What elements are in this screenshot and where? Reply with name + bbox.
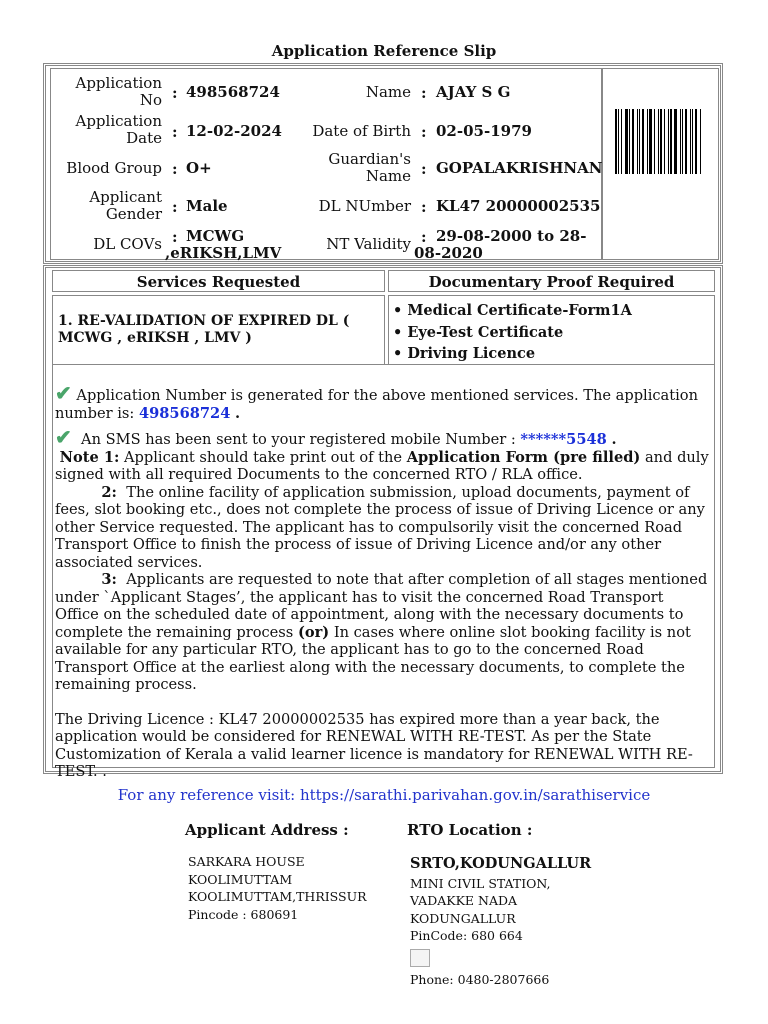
rto-address-line: PinCode: 680 664 bbox=[410, 928, 523, 943]
sms-text: An SMS has been sent to your registered mobile Number : bbox=[81, 431, 516, 448]
note1-label: Note 1: bbox=[59, 448, 120, 466]
blood-group-value: O+ bbox=[186, 159, 212, 177]
documentary-proof-header: Documentary Proof Required bbox=[388, 270, 715, 292]
broken-image-icon bbox=[410, 949, 430, 967]
dl-number-label: DL NUmber bbox=[318, 197, 411, 215]
guardian-label: Guardian's Name bbox=[328, 150, 411, 185]
rto-address-line: KODUNGALLUR bbox=[410, 910, 516, 926]
barcode-bar bbox=[695, 109, 697, 174]
colon: : bbox=[172, 84, 178, 102]
barcode-bar bbox=[618, 109, 619, 174]
note1-text-b: and duly signed with all required Documents to the concerned RTO / RLA office. bbox=[55, 448, 709, 483]
note1-text-a: Applicant should take print out of the bbox=[124, 448, 403, 466]
proof-item: • Eye-Test Certificate bbox=[393, 323, 564, 341]
address-line: SARKARA HOUSE bbox=[188, 854, 305, 869]
barcode bbox=[615, 109, 705, 174]
checkmark-icon: ✔ bbox=[55, 381, 72, 405]
address-line: KOOLIMUTTAM,THRISSUR bbox=[188, 889, 367, 904]
reference-link[interactable]: For any reference visit: https://sarathi.parivahan.gov.in/sarathiservice bbox=[117, 786, 651, 804]
application-date-value: 12-02-2024 bbox=[186, 122, 282, 140]
proof-item: • Driving Licence bbox=[393, 345, 536, 362]
application-no-value: 498568724 bbox=[186, 83, 280, 101]
rto-address-line: MINI CIVIL STATION, bbox=[410, 875, 551, 891]
barcode-bar bbox=[670, 109, 672, 174]
colon: : bbox=[421, 228, 427, 246]
name-value: AJAY S G bbox=[436, 83, 511, 101]
barcode-bar bbox=[639, 109, 640, 174]
name-label: Name bbox=[365, 83, 411, 101]
colon: : bbox=[172, 198, 178, 216]
applicant-info-box bbox=[43, 63, 723, 264]
barcode-bar bbox=[680, 109, 681, 174]
services-box bbox=[43, 265, 723, 780]
barcode-bar bbox=[664, 109, 665, 174]
period: . bbox=[234, 404, 241, 422]
barcode-bar bbox=[632, 109, 634, 174]
barcode-bar bbox=[685, 109, 687, 174]
rto-address-line: VADAKKE NADA bbox=[410, 893, 518, 908]
colon: : bbox=[421, 123, 427, 141]
barcode-bar bbox=[660, 109, 662, 174]
barcode-bar bbox=[658, 109, 659, 174]
application-date-label: Application Date bbox=[75, 112, 162, 147]
dob-label: Date of Birth bbox=[312, 122, 411, 140]
page-title: Application Reference Slip bbox=[271, 42, 497, 60]
generated-text: Application Number is generated for the above mentioned services. The application number is: bbox=[55, 387, 698, 422]
nt-validity-label: NT Validity bbox=[326, 235, 411, 253]
barcode-bar bbox=[674, 109, 677, 174]
barcode-bar bbox=[668, 109, 669, 174]
barcode-bar bbox=[654, 109, 655, 174]
period: . bbox=[611, 431, 617, 448]
applicant-address-heading: Applicant Address : bbox=[185, 821, 349, 839]
blood-group-label: Blood Group bbox=[66, 159, 162, 177]
instructions-panel bbox=[52, 364, 715, 780]
barcode-bar bbox=[615, 109, 617, 174]
barcode-bar bbox=[642, 109, 644, 174]
rto-phone: Phone: 0480-2807666 bbox=[410, 971, 550, 987]
application-no-label: Application No bbox=[75, 74, 162, 109]
colon: : bbox=[421, 198, 427, 216]
checkmark-icon: ✔ bbox=[55, 425, 72, 449]
barcode-bar bbox=[637, 109, 638, 174]
applicant-details bbox=[50, 68, 602, 260]
note3-label: 3: bbox=[101, 571, 117, 588]
barcode-bar bbox=[621, 109, 622, 174]
barcode-cell bbox=[602, 68, 719, 260]
service-item: 1. RE-VALIDATION OF EXPIRED DL ( MCWG , eRIKSH , LMV ) bbox=[58, 313, 350, 346]
applicant-address bbox=[188, 853, 367, 923]
rto-name: SRTO,KODUNGALLUR bbox=[410, 855, 592, 872]
note2-label: 2: bbox=[101, 483, 117, 501]
colon: : bbox=[172, 228, 178, 246]
note3-text-a: Applicants are requested to note that after completion of all stages mentioned under `Applicant Stages’, the applicant has to visit the concerned Road Transport Office on the scheduled date of appointment, along with the necessary documents to complete the remaining process bbox=[55, 571, 708, 641]
note3-or: (or) bbox=[297, 623, 330, 641]
services-requested-header: Services Requested bbox=[52, 270, 385, 292]
service-cell bbox=[52, 295, 385, 365]
dl-number-value: KL47 20000002535 bbox=[436, 197, 601, 215]
sms-number: ******5548 bbox=[520, 431, 607, 448]
note1-bold: Application Form (pre filled) bbox=[406, 448, 641, 466]
expiry-notice: The Driving Licence : KL47 20000002535 has expired more than a year back, the application would be considered for RENEWAL WITH RE-TEST. As per the State Customization of Kerala a valid learner licence is mandatory for RENEWAL WITH RE-TEST. . bbox=[55, 710, 693, 780]
nt-validity-value: 29-08-2000 to 28-08-2020 bbox=[414, 227, 587, 262]
barcode-bar bbox=[629, 109, 630, 174]
proof-item: • Medical Certificate-Form1A bbox=[393, 302, 632, 319]
colon: : bbox=[421, 160, 427, 178]
note3-text-b: In cases where online slot booking facility is not available for any particular RTO, the applicant has to go to the concerned Road Transport Office at the earliest along with the necessary documents, to complete the remaining process. bbox=[55, 623, 691, 693]
colon: : bbox=[172, 123, 178, 141]
barcode-bar bbox=[690, 109, 691, 174]
barcode-bar bbox=[649, 109, 652, 174]
barcode-bar bbox=[700, 109, 701, 174]
colon: : bbox=[421, 84, 427, 102]
barcode-bar bbox=[682, 109, 683, 174]
rto-address bbox=[410, 855, 591, 988]
address-line: Pincode : 680691 bbox=[188, 906, 299, 922]
dob-value: 02-05-1979 bbox=[436, 122, 532, 140]
dl-covs-label: DL COVs bbox=[93, 235, 162, 253]
rto-location-heading: RTO Location : bbox=[407, 821, 533, 839]
proof-cell bbox=[388, 295, 715, 365]
gender-value: Male bbox=[186, 197, 228, 215]
barcode-bar bbox=[692, 109, 693, 174]
note2-text: The online facility of application submission, upload documents, payment of fees, slot booking etc., does not complete the process of issue of Driving Licence or any other Service requested. The applicant has to compulsorily visit the concerned Road Transport Office to finish the process of issue of Driving Licence and/or any other associated services. bbox=[55, 483, 705, 571]
address-line: KOOLIMUTTAM bbox=[188, 871, 293, 887]
barcode-bar bbox=[647, 109, 648, 174]
gender-label: Applicant Gender bbox=[89, 188, 162, 223]
colon: : bbox=[172, 160, 178, 178]
barcode-bar bbox=[625, 109, 628, 174]
guardian-value: GOPALAKRISHNAN bbox=[436, 159, 603, 177]
dl-covs-value: MCWG ,eRIKSH,LMV bbox=[165, 227, 282, 262]
generated-app-number: 498568724 bbox=[138, 404, 231, 422]
